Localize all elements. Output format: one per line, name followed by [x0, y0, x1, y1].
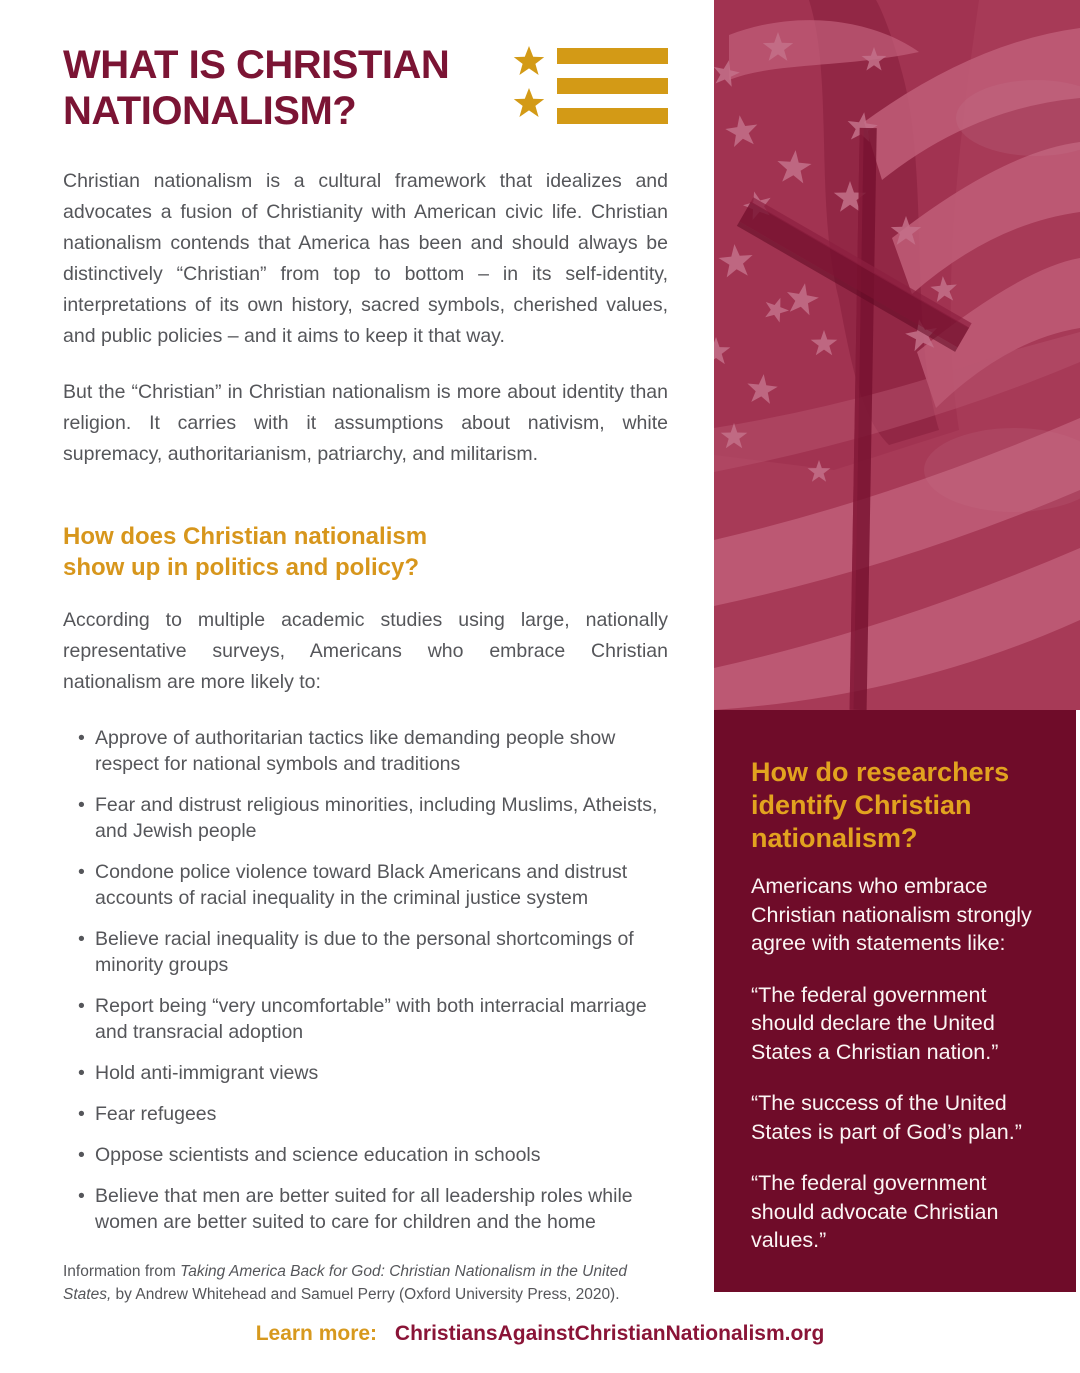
page-title-line1: WHAT IS CHRISTIAN — [63, 43, 450, 87]
bullet-icon: • — [78, 1103, 85, 1125]
intro-paragraph-1: Christian nationalism is a cultural framework that idealizes and advocates a fusion of Christianity with American civic life. Christian nationalism contends that America has been and should always be distinctively “Christian” from top to bottom – in its self-identity, interpretations of its own history, sacred symbols, cherished values, and public policies – and it aims to keep it that way. — [63, 170, 668, 347]
header — [63, 42, 668, 134]
list-item-text: Fear refugees — [95, 1103, 217, 1125]
list-item-text: Believe racial inequality is due to the personal shortcomings of minority groups — [95, 928, 634, 976]
politics-section-heading — [63, 521, 668, 583]
list-item — [63, 1060, 668, 1086]
bullet-icon: • — [78, 1144, 85, 1166]
bullet-icon: • — [78, 1062, 85, 1084]
list-item — [63, 859, 668, 911]
sidebar-quote: “The federal government should declare the United States a Christian nation.” — [751, 982, 999, 1064]
citation-book-title: Taking America Back for God: Christian Nationalism in the United States, — [63, 1263, 627, 1303]
list-item-text: Approve of authoritarian tactics like demanding people show respect for national symbols and traditions — [95, 727, 616, 775]
stars-and-stripes-icon — [513, 46, 668, 131]
list-item-text: Condone police violence toward Black Americans and distrust accounts of racial inequality in the criminal justice system — [95, 861, 628, 909]
list-item-text: Report being “very uncomfortable” with both interracial marriage and transracial adoption — [95, 995, 647, 1043]
source-citation — [63, 1260, 668, 1306]
researchers-sidebar — [714, 710, 1076, 1292]
main-column — [63, 0, 668, 1306]
sidebar-intro: Americans who embrace Christian nationalism strongly agree with statements like: — [751, 874, 1032, 955]
politics-heading-line2: show up in politics and policy? — [63, 554, 420, 581]
learn-more-label: Learn more: — [255, 1322, 378, 1345]
intro-paragraph-2: But the “Christian” in Christian nationalism is more about identity than religion. It carries with it assumptions about nativism, white supremacy, authoritarianism, patriarchy, and militarism. — [63, 381, 668, 465]
sidebar-heading: How do researchers identify Christian nationalism? — [751, 757, 1010, 853]
bullet-icon: • — [78, 861, 85, 883]
bullet-icon: • — [78, 928, 85, 950]
citation-prefix: Information from — [63, 1263, 181, 1280]
sidebar-quote: “The federal government should advocate Christian values.” — [751, 1171, 999, 1252]
list-item — [63, 725, 668, 777]
list-item-text: Believe that men are better suited for all leadership roles while women are better suited to care for children and the home — [95, 1185, 633, 1233]
bullet-icon: • — [78, 727, 85, 749]
politics-bullet-list — [63, 725, 668, 1235]
page-title — [63, 42, 449, 134]
list-item — [63, 1101, 668, 1127]
footer — [0, 1322, 1080, 1346]
bullet-icon: • — [78, 995, 85, 1017]
bullet-icon: • — [78, 1185, 85, 1207]
list-item — [63, 993, 668, 1045]
website-link[interactable]: ChristiansAgainstChristianNationalism.org — [394, 1322, 825, 1345]
politics-heading-line1: How does Christian nationalism — [63, 523, 428, 550]
citation-suffix: by Andrew Whitehead and Samuel Perry (Oxford University Press, 2020). — [111, 1286, 620, 1303]
list-item — [63, 1183, 668, 1235]
list-item-text: Fear and distrust religious minorities, including Muslims, Atheists, and Jewish people — [95, 794, 658, 842]
politics-intro-paragraph: According to multiple academic studies using large, nationally representative surveys, Americans who embrace Christian nationalism are more likely to: — [63, 609, 668, 693]
list-item-text: Hold anti-immigrant views — [95, 1062, 319, 1084]
list-item — [63, 792, 668, 844]
sidebar-quote: “The success of the United States is part of God’s plan.” — [751, 1091, 1022, 1144]
bullet-icon: • — [78, 794, 85, 816]
list-item — [63, 926, 668, 978]
list-item — [63, 1142, 668, 1168]
list-item-text: Oppose scientists and science education in schools — [95, 1144, 541, 1166]
page-title-line2: NATIONALISM? — [63, 89, 357, 133]
cross-and-flag-photo — [714, 0, 1080, 710]
